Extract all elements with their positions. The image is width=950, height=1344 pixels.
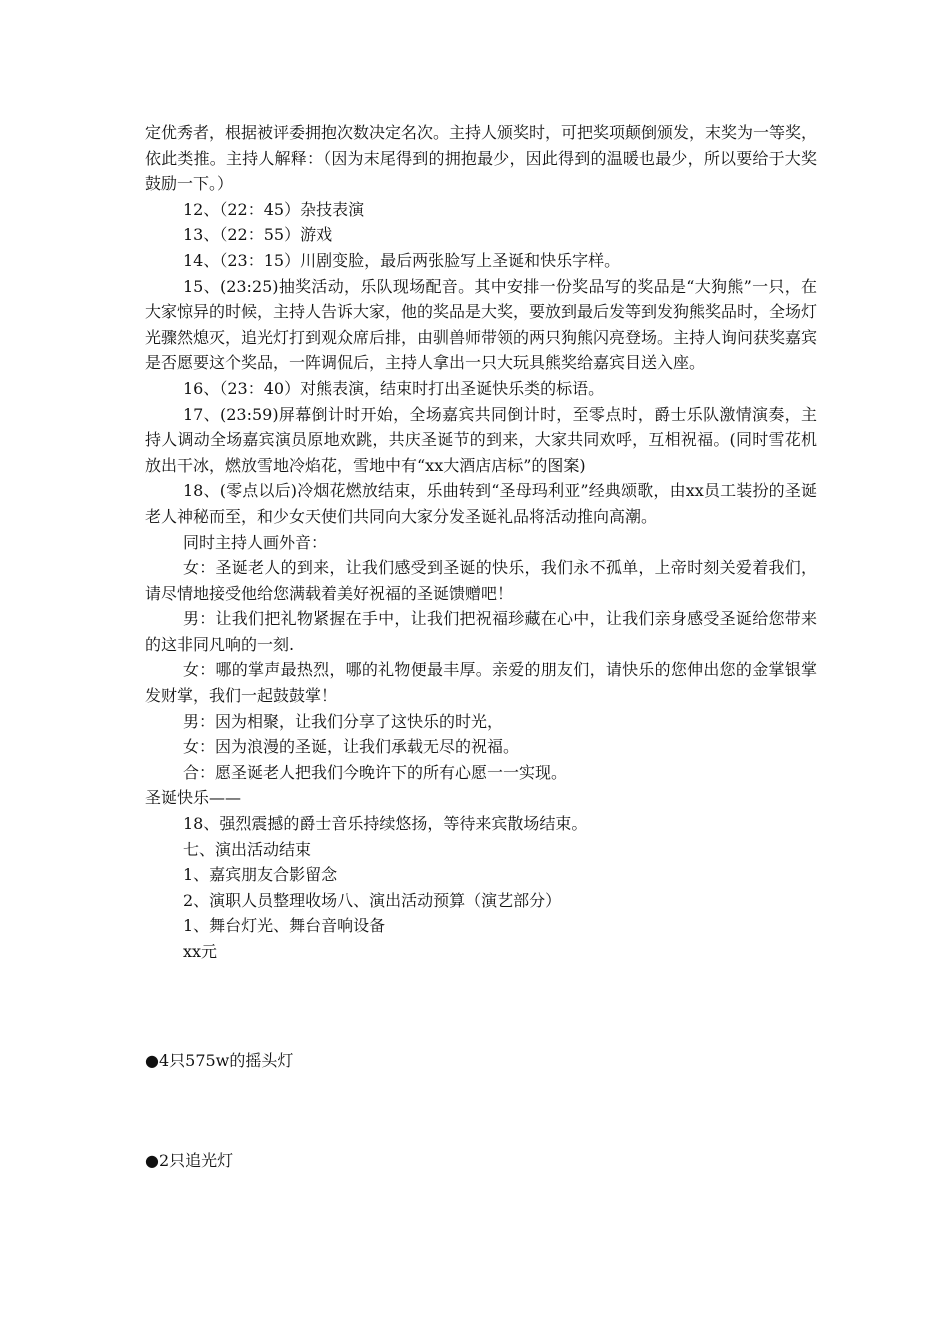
program-item-17: 17、(23:59)屏幕倒计时开始，全场嘉宾共同倒计时，至零点时，爵士乐队激情演奏，主持人调动全场嘉宾演员原地欢跳，共庆圣诞节的到来，大家共同欢呼，互相祝福。(同时雪花机放出干冰，燃放雪地冷焰花，雪地中有“xx大酒店店标”的图案) bbox=[145, 404, 817, 475]
program-item-18: 18、(零点以后)冷烟花燃放结束，乐曲转到“圣母玛利亚”经典颂歌，由xx员工装扮的圣诞老人神秘而至，和少女天使们共同向大家分发圣诞礼品将活动推向高潮。 bbox=[145, 481, 817, 526]
program-item-13: 13、（22：55）游戏 bbox=[183, 225, 333, 245]
paragraph-award-rules: 定优秀者，根据被评委拥抱次数决定名次。主持人颁奖时，可把奖项颠倒颁发，末奖为一等奖，依此类推。主持人解释：（因为末尾得到的拥抱最少，因此得到的温暖也最少，所以要给于大奖鼓励一下。） bbox=[145, 123, 818, 194]
program-item-12: 12、（22：45）杂技表演 bbox=[183, 199, 365, 219]
merry-christmas-line: 圣诞快乐—— bbox=[145, 788, 242, 808]
dialogue-female-3: 女：因为浪漫的圣诞，让我们承载无尽的祝福。 bbox=[183, 737, 520, 757]
budget-amount: xx元 bbox=[183, 942, 218, 961]
program-item-18-music: 18、强烈震撼的爵士音乐持续悠扬，等待来宾散场结束。 bbox=[183, 814, 588, 834]
end-item-2: 2、演职人员整理收场八、演出活动预算（演艺部分） bbox=[183, 890, 562, 910]
program-item-16: 16、（23：40）对熊表演，结束时打出圣诞快乐类的标语。 bbox=[183, 378, 605, 398]
program-item-15: 15、(23:25)抽奖活动，乐队现场配音。其中安排一份奖品写的奖品是“大狗熊”一只，在大家惊异的时候，主持人告诉大家，他的奖品是大奖，要放到最后发等到发狗熊奖品时，全场灯光骤然熄灭，追光灯打到观众席后排，由驯兽师带领的两只狗熊闪亮登场。主持人询问获奖嘉宾是否愿要这个奖品，一阵调侃后，主持人拿出一只大玩具熊奖给嘉宾目送入座。 bbox=[145, 276, 818, 373]
dialogue-male-2: 男：因为相聚，让我们分享了这快乐的时光， bbox=[183, 711, 504, 731]
program-item-14: 14、（23：15）川剧变脸，最后两张脸写上圣诞和快乐字样。 bbox=[183, 250, 621, 270]
bullet-followspots: ●2只追光灯 bbox=[145, 1151, 234, 1170]
dialogue-together: 合：愿圣诞老人把我们今晚许下的所有心愿一一实现。 bbox=[183, 762, 568, 782]
host-voiceover-heading: 同时主持人画外音： bbox=[183, 532, 328, 552]
end-item-1: 1、嘉宾朋友合影留念 bbox=[183, 865, 338, 885]
budget-item-1: 1、舞台灯光、舞台音响设备 bbox=[183, 916, 386, 936]
bullet-moving-head-lights: ●4只575w的摇头灯 bbox=[145, 1051, 294, 1070]
dialogue-female-2: 女：哪的掌声最热烈，哪的礼物便最丰厚。亲爱的朋友们，请快乐的您伸出您的金掌银掌发财掌，我们一起鼓鼓掌！ bbox=[145, 660, 817, 706]
dialogue-male-1: 男：让我们把礼物紧握在手中，让我们把祝福珍藏在心中，让我们亲身感受圣诞给您带来的这非同凡响的一刻. bbox=[145, 609, 817, 654]
section-heading-end: 七、演出活动结束 bbox=[183, 839, 312, 859]
document-body bbox=[145, 120, 817, 965]
dialogue-female-1: 女：圣诞老人的到来，让我们感受到圣诞的快乐，我们永不孤单，上帝时刻关爱着我们，请尽情地接受他给您满载着美好祝福的圣诞馈赠吧！ bbox=[145, 558, 817, 603]
